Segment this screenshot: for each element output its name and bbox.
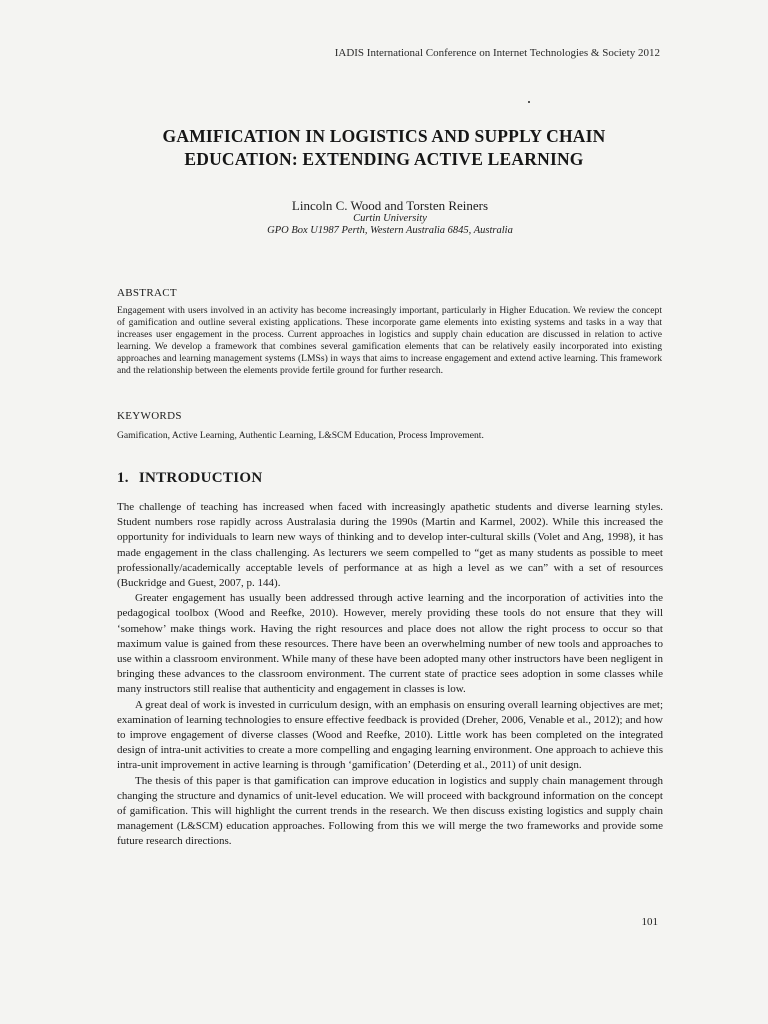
- keywords-text: Gamification, Active Learning, Authentic Learning, L&SCM Education, Process Improvement.: [117, 430, 484, 441]
- scan-speck: [528, 101, 530, 103]
- abstract-heading: ABSTRACT: [117, 287, 177, 299]
- paper-title-line-2: EDUCATION: EXTENDING ACTIVE LEARNING: [184, 149, 584, 169]
- introduction-heading: [117, 470, 262, 487]
- keywords-heading: KEYWORDS: [117, 410, 182, 422]
- page-number: 101: [641, 916, 658, 928]
- intro-paragraph-3: A great deal of work is invested in curriculum design, with an emphasis on ensuring overall learning objectives are met; examination of learning technologies to ensure effective feedback is provided (Dreher, 2006, Venable et al., 2012); and how to improve engagement of diverse classes (Wood and Reefke, 2010). Little work has been completed on the integrated design of intra-unit activities to create a more compelling and engaging learning environment. One approach to achieve this intra-unit improvement in active learning is through ‘gamification’ (Deterding et al., 2011) of unit design.: [117, 698, 663, 772]
- paper-title: [0, 125, 768, 171]
- section-number: 1.: [117, 470, 129, 486]
- abstract-text: Engagement with users involved in an activity has become increasingly important, particularly in Higher Education. We review the concept of gamification and outline several existing applications. These incorporate game elements into existing systems and tasks in a way that increases user engagement in the process. Current approaches in logistics and supply chain education are discussed in relation to active learning. We develop a framework that combines several gamification elements that can be relatively easily incorporated into existing approaches and learning management systems (LMSs) in ways that aims to increase engagement and extend active learning. This framework and the relationship between the elements provide fertile ground for further research.: [117, 305, 662, 376]
- author-address: GPO Box U1987 Perth, Western Australia 6845, Australia: [267, 225, 513, 236]
- intro-paragraph-2: Greater engagement has usually been addressed through active learning and the incorporation of activities into the pedagogical toolbox (Wood and Reefke, 2010). However, merely providing these tools do not ensure that they will ‘somehow’ make things work. Having the right resources and place does not allow the right process to occur so that maximum value is gained from these resources. There have been an overwhelming number of new tools and approaches to use within a classroom environment. While many of these have been adopted many other instructors have been negligent in bringing these advances to the classroom environment. The current state of practice sees adoption in some classes while many instructors still realise that authenticity and engagement in classes is low.: [117, 592, 663, 696]
- paper-title-line-1: GAMIFICATION IN LOGISTICS AND SUPPLY CHAIN: [162, 126, 606, 146]
- running-header: IADIS International Conference on Internet Technologies & Society 2012: [334, 47, 660, 59]
- intro-paragraph-1: The challenge of teaching has increased when faced with increasingly apathetic students and diverse learning styles. Student numbers rose rapidly across Australasia during the 1990s (Martin and Karmel, 2002). While this increased the opportunity for individuals to learn new ways of thinking and to develop inter-cultural skills (Volet and Ang, 1998), it has made engagement in the class challenging. As lecturers we seem compelled to “get as many students as possible to meet professionally/academically acceptable levels of performance at as high a level as we can” with a set of resources (Buckridge and Guest, 2007, p. 144).: [117, 501, 663, 590]
- section-title: INTRODUCTION: [138, 470, 263, 486]
- intro-paragraph-4: The thesis of this paper is that gamification can improve education in logistics and supply chain management through changing the structure and dynamics of unit-level education. We will proceed with background information on the concept of gamification. This will highlight the current trends in the research. We then discuss existing logistics and supply chain management (L&SCM) education approaches. Following from this we will merge the two frameworks and provide some future research directions.: [117, 774, 663, 848]
- author-names: Lincoln C. Wood and Torsten Reiners: [291, 198, 489, 213]
- introduction-body: [117, 500, 663, 850]
- author-affiliation: Curtin University: [353, 213, 427, 224]
